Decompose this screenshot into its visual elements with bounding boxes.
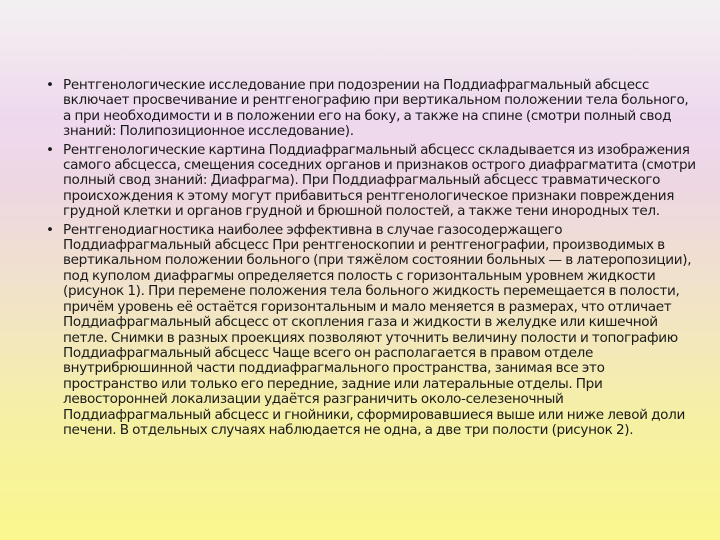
bullet-text-2: Рентгенологические картина Поддиафрагмальный абсцесс складывается из изображения самого абсцесса, смещения соседних органов и признаков острого диафрагматита (смотри полный свод знаний: Диафрагма). При Поддиафрагмальный абсцесс травматического происхождения к этому могут прибавиться рентгенологическое признаки повреждения грудной клетки и органов грудной и брюшной полостей, а также тени инородных тел. bbox=[63, 141, 696, 220]
bullet-text-3: Рентгенодиагностика наиболее эффективна в случае газосодержащего Поддиафрагмальный абсцесс При рентгеноскопии и рентгенографии, производимых в вертикальном положении больного (при тяжёлом состоянии больных — в латеропозиции), под куполом диафрагмы определяется полость с горизонтальным уровнем жидкости (рисунок 1). При перемене положения тела больного жидкость перемещается в полости, причём уровень её остаётся горизонтальным и мало меняется в размерах, что отличает Поддиафрагмальный абсцесс от скопления газа и жидкости в желудке или кишечной петле. Снимки в разных проекциях позволяют уточнить величину полости и топографию Поддиафрагмальный абсцесс Чаще всего он располагается в правом отделе внутрибрюшинной части поддиафрагмального пространства, занимая все это пространство или только его передние, задние или латеральные отделы. При левосторонней локализации удаётся разграничить около-селезеночный Поддиафрагмальный абсцесс и гнойники, сформировавшиеся выше или ниже левой доли печени. В отдельных случаях наблюдается не одна, а две три полости (рисунок 2). bbox=[63, 221, 692, 438]
bullet-dot-icon: • bbox=[46, 221, 54, 238]
bullet-item-3 bbox=[46, 223, 698, 439]
bullet-dot-icon: • bbox=[46, 141, 54, 158]
bullet-item-2 bbox=[46, 143, 698, 220]
bullet-item-1 bbox=[46, 78, 698, 140]
slide-content bbox=[46, 78, 698, 441]
bullet-list bbox=[46, 78, 698, 438]
bullet-dot-icon: • bbox=[46, 77, 54, 93]
bullet-text-1: Рентгенологические исследование при подозрении на Поддиафрагмальный абсцесс включает просвечивание и рентгенографию при вертикальном положении тела больного, а при необходимости и в положении его на боку, а также на спине (смотри полный свод знаний: Полипозиционное исследование). bbox=[63, 77, 689, 140]
